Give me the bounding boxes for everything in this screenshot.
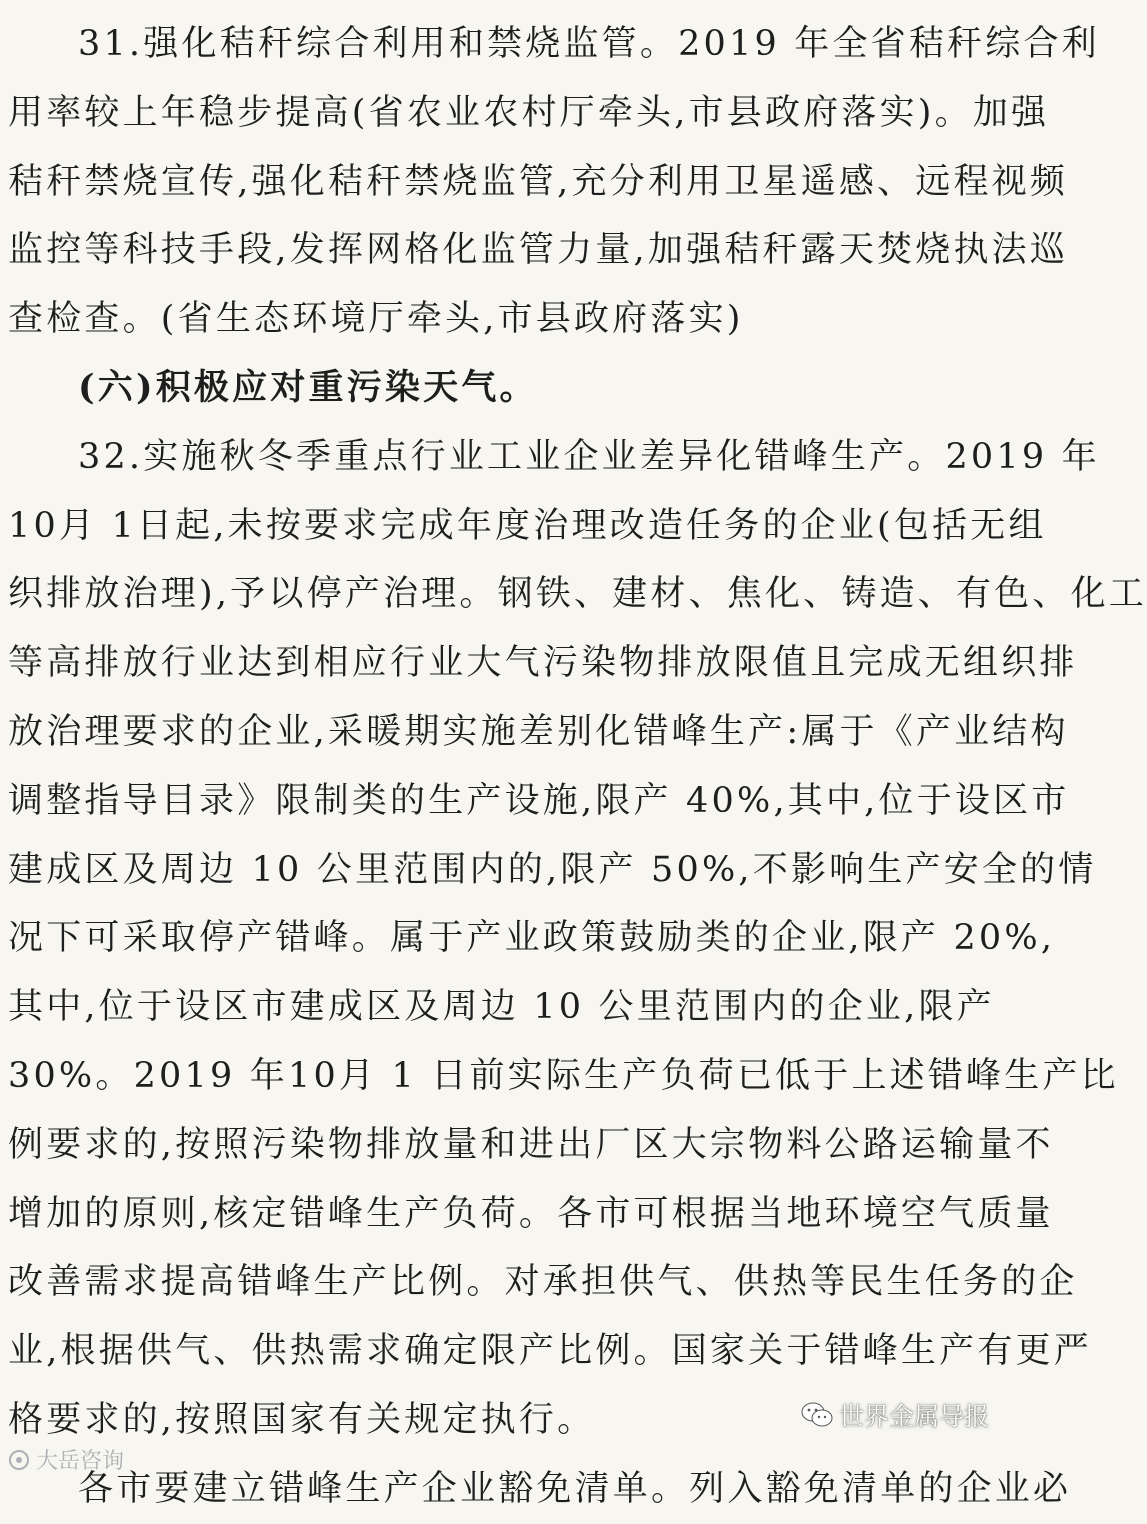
text-line: 32.实施秋冬季重点行业工业企业差异化错峰生产。2019 年 (78, 436, 1100, 477)
text-line: 改善需求提高错峰生产比例。对承担供气、供热等民生任务的企 (8, 1262, 1078, 1303)
text-line: 织排放治理),予以停产治理。钢铁、建材、焦化、铸造、有色、化工 (8, 574, 1147, 615)
section-heading: (六)积极应对重污染天气。 (78, 366, 538, 408)
watermark-left (8, 1444, 124, 1475)
text-line: 增加的原则,核定错峰生产负荷。各市可根据当地环境空气质量 (8, 1193, 1054, 1234)
text-line: 调整指导目录》限制类的生产设施,限产 40%,其中,位于设区市 (8, 780, 1070, 821)
watermark-right-text: 世界金属导报 (838, 1402, 989, 1431)
document-body (8, 10, 1147, 1524)
text-line: 况下可采取停产错峰。属于产业政策鼓励类的企业,限产 20%, (8, 918, 1056, 959)
text-line: 业,根据供气、供热需求确定限产比例。国家关于错峰生产有更严 (8, 1331, 1092, 1372)
text-line: 建成区及周边 10 公里范围内的,限产 50%,不影响生产安全的情 (8, 849, 1097, 890)
text-line: 10月 1日起,未按要求完成年度治理改造任务的企业(包括无组 (8, 505, 1047, 546)
text-line: 查检查。(省生态环境厅牵头,市县政府落实) (8, 299, 744, 340)
text-line: 用率较上年稳步提高(省农业农村厅牵头,市县政府落实)。加强 (8, 92, 1050, 133)
text-line: 其中,位于设区市建成区及周边 10 公里范围内的企业,限产 (8, 987, 995, 1028)
text-line: 放治理要求的企业,采暖期实施差别化错峰生产:属于《产业结构 (8, 711, 1069, 752)
text-line: 监控等科技手段,发挥网格化监管力量,加强秸秆露天焚烧执法巡 (8, 230, 1069, 271)
text-line: 30%。2019 年10月 1 日前实际生产负荷已低于上述错峰生产比 (8, 1055, 1119, 1096)
text-line: 例要求的,按照污染物排放量和进出厂区大宗物料公路运输量不 (8, 1124, 1054, 1165)
text-line: 31.强化秸秆综合利用和禁烧监管。2019 年全省秸秆综合利 (78, 24, 1100, 64)
text-line: 等高排放行业达到相应行业大气污染物排放限值且完成无组织排 (8, 643, 1078, 684)
text-line: 格要求的,按照国家有关规定执行。 (8, 1399, 596, 1440)
wechat-icon (801, 1401, 833, 1429)
text-line: 各市要建立错峰生产企业豁免清单。列入豁免清单的企业必 (78, 1468, 1072, 1509)
watermark-logo-icon (8, 1449, 30, 1471)
text-line: 秸秆禁烧宣传,强化秸秆禁烧监管,充分利用卫星遥感、远程视频 (8, 161, 1069, 202)
watermark-right (801, 1397, 989, 1433)
watermark-left-text: 大岳咨询 (36, 1449, 125, 1474)
